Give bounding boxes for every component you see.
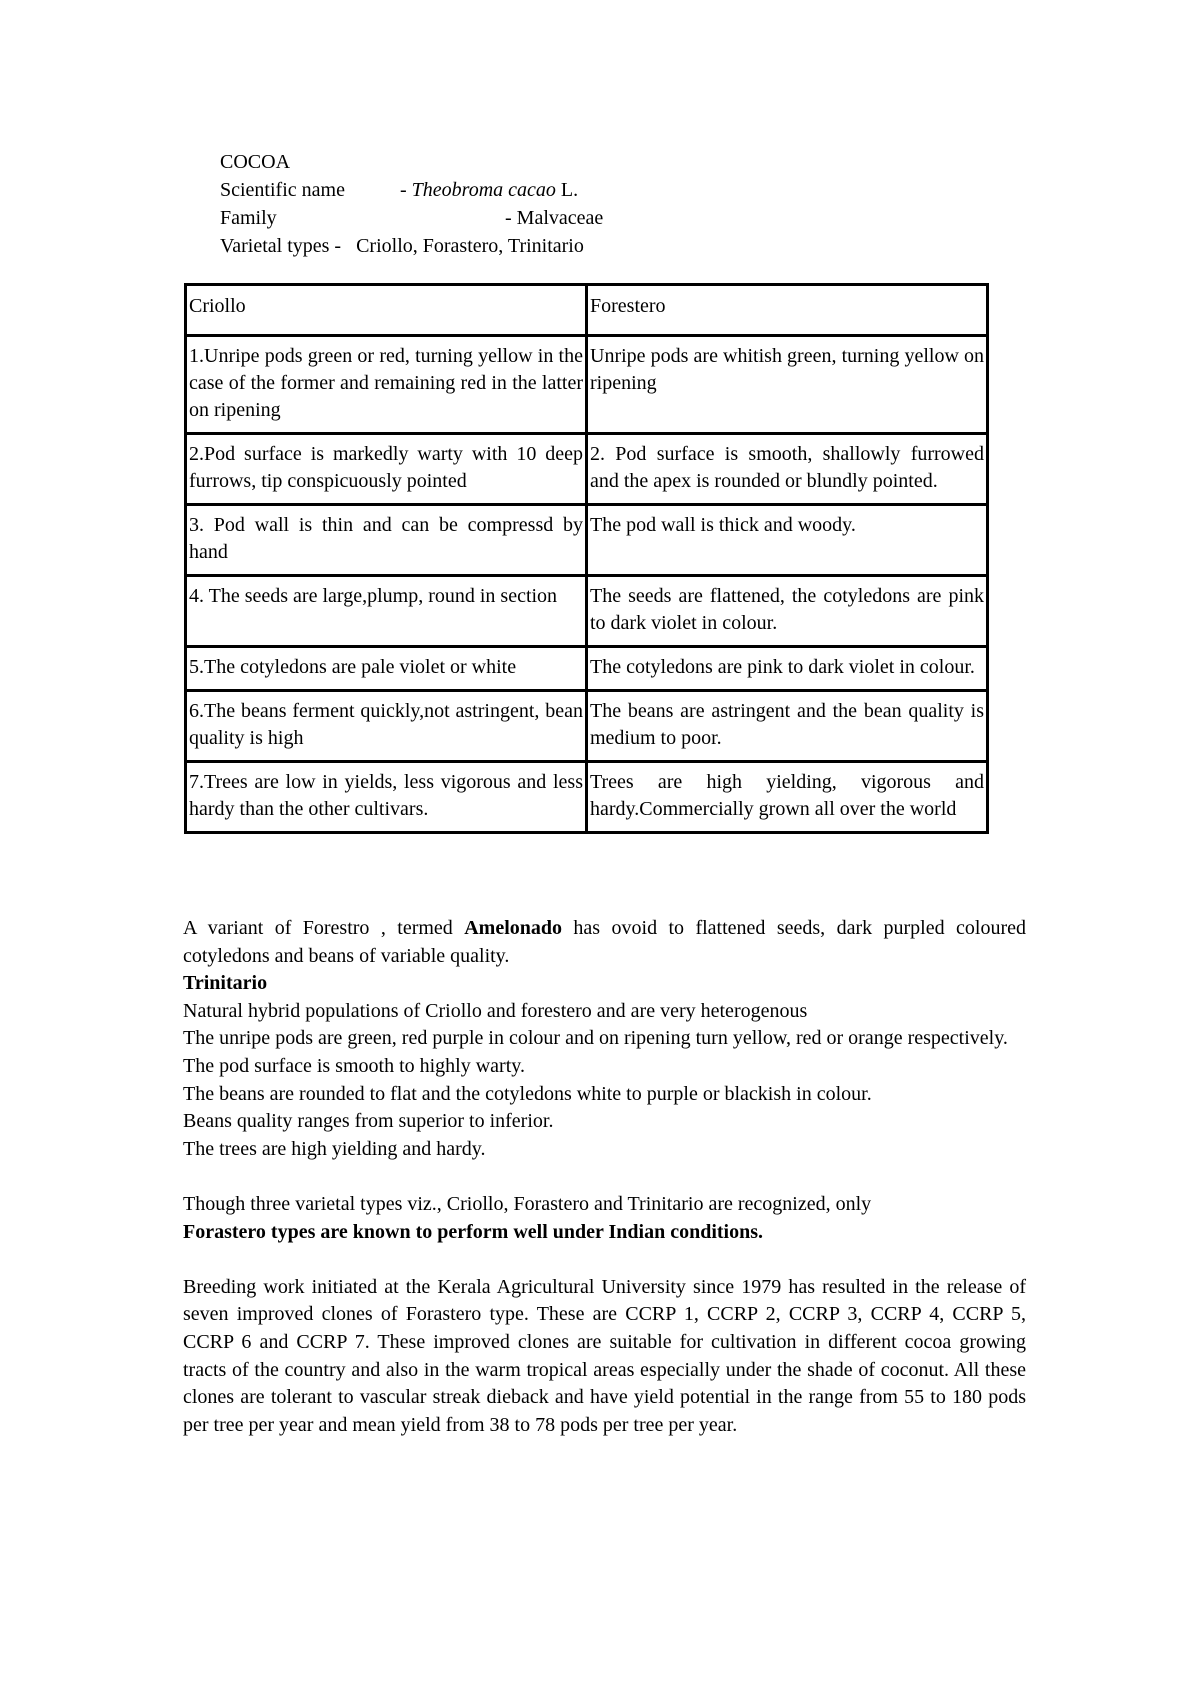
criollo-cell: 5.The cotyledons are pale violet or white xyxy=(186,647,587,691)
table-row xyxy=(186,434,988,505)
table-row xyxy=(186,647,988,691)
body-text xyxy=(183,915,1026,1439)
amelonado-text-pre: A variant of Forestro , termed xyxy=(183,917,465,939)
forastero-cell: The pod wall is thick and woody. xyxy=(587,505,988,576)
family-value: - Malvaceae xyxy=(505,207,604,229)
criollo-cell: 7.Trees are low in yields, less vigorous and less hardy than the other cultivars. xyxy=(186,762,587,833)
amelonado-paragraph xyxy=(183,915,1026,970)
suitability-text: Though three varietal types viz., Criollo, Forastero and Trinitario are recognized, only xyxy=(183,1192,872,1215)
forastero-cell: Unripe pods are whitish green, turning yellow on ripening xyxy=(587,336,988,434)
table-row xyxy=(186,576,988,647)
trinitario-line: The trees are high yielding and hardy. xyxy=(183,1137,486,1160)
criollo-cell: 1.Unripe pods green or red, turning yellow in the case of the former and remaining red in the latter on ripening xyxy=(186,336,587,434)
trinitario-line: Beans quality ranges from superior to inferior. xyxy=(183,1110,554,1133)
family-label: Family xyxy=(220,207,277,229)
scientific-name-suffix: L. xyxy=(555,179,579,201)
crop-header xyxy=(220,148,603,260)
trinitario-line: The beans are rounded to flat and the cotyledons white to purple or blackish in colour. xyxy=(183,1082,872,1105)
table-row xyxy=(186,505,988,576)
trinitario-heading-text: Trinitario xyxy=(183,972,268,995)
table-header-row xyxy=(186,285,988,336)
amelonado-term: Amelonado xyxy=(464,917,563,939)
scientific-name-label: Scientific name xyxy=(220,179,345,201)
page-title: COCOA xyxy=(220,151,291,173)
criollo-column-header: Criollo xyxy=(186,285,587,336)
criollo-cell: 2.Pod surface is markedly warty with 10 deep furrows, tip conspicuously pointed xyxy=(186,434,587,505)
trinitario-line: The pod surface is smooth to highly warty. xyxy=(183,1054,525,1077)
scientific-name-row xyxy=(220,176,603,204)
scientific-name-prefix: - xyxy=(400,179,412,201)
paragraph-gap xyxy=(183,1163,1026,1191)
varietal-types-value: Criollo, Forastero, Trinitario xyxy=(356,235,584,257)
forastero-suitability-paragraph xyxy=(183,1191,1026,1246)
varietal-types-label: Varietal types - xyxy=(220,235,342,257)
criollo-cell: 3. Pod wall is thin and can be compressd by hand xyxy=(186,505,587,576)
forastero-cell: Trees are high yielding, vigorous and hardy.Commercially grown all over the world xyxy=(587,762,988,833)
criollo-cell: 4. The seeds are large,plump, round in section xyxy=(186,576,587,647)
forastero-column-header: Forestero xyxy=(587,285,988,336)
table-row xyxy=(186,691,988,762)
forastero-cell: The beans are astringent and the bean quality is medium to poor. xyxy=(587,691,988,762)
suitability-emphasis: Forastero types are known to perform well under Indian conditions. xyxy=(183,1220,764,1243)
varietal-types-row xyxy=(220,232,603,260)
scientific-name-value: Theobroma cacao xyxy=(411,179,556,201)
trinitario-heading xyxy=(183,970,1026,998)
amelonado-text-post: has ovoid to flattened seeds, dark purpled coloured cotyledons and beans of variable quality. xyxy=(183,917,1027,967)
breeding-paragraph: Breeding work initiated at the Kerala Agricultural University since 1979 has resulted in the release of seven improved clones of Forastero type. These are CCRP 1, CCRP 2, CCRP 3, CCRP 4, CCRP 5, CCRP 6 and CCRP 7. These improved clones are suitable for cultivation in different cocoa growing tracts of the country and also in the warm tropical areas especially under the shade of coconut. All these clones are tolerant to vascular streak dieback and have yield potential in the range from 55 to 180 pods per tree per year and mean yield from 38 to 78 pods per tree per year. xyxy=(183,1275,1026,1436)
forastero-cell: The cotyledons are pink to dark violet in colour. xyxy=(587,647,988,691)
table-row xyxy=(186,336,988,434)
family-row xyxy=(220,204,603,232)
criollo-cell: 6.The beans ferment quickly,not astringent, bean quality is high xyxy=(186,691,587,762)
paragraph-gap xyxy=(183,1246,1026,1274)
comparison-table xyxy=(184,283,989,834)
forastero-cell: The seeds are flattened, the cotyledons are pink to dark violet in colour. xyxy=(587,576,988,647)
table-row xyxy=(186,762,988,833)
trinitario-line: Natural hybrid populations of Criollo and forestero and are very heterogenous xyxy=(183,999,808,1022)
forastero-cell: 2. Pod surface is smooth, shallowly furrowed and the apex is rounded or blundly pointed. xyxy=(587,434,988,505)
trinitario-line: The unripe pods are green, red purple in colour and on ripening turn yellow, red or orange respectively. xyxy=(183,1027,1008,1050)
